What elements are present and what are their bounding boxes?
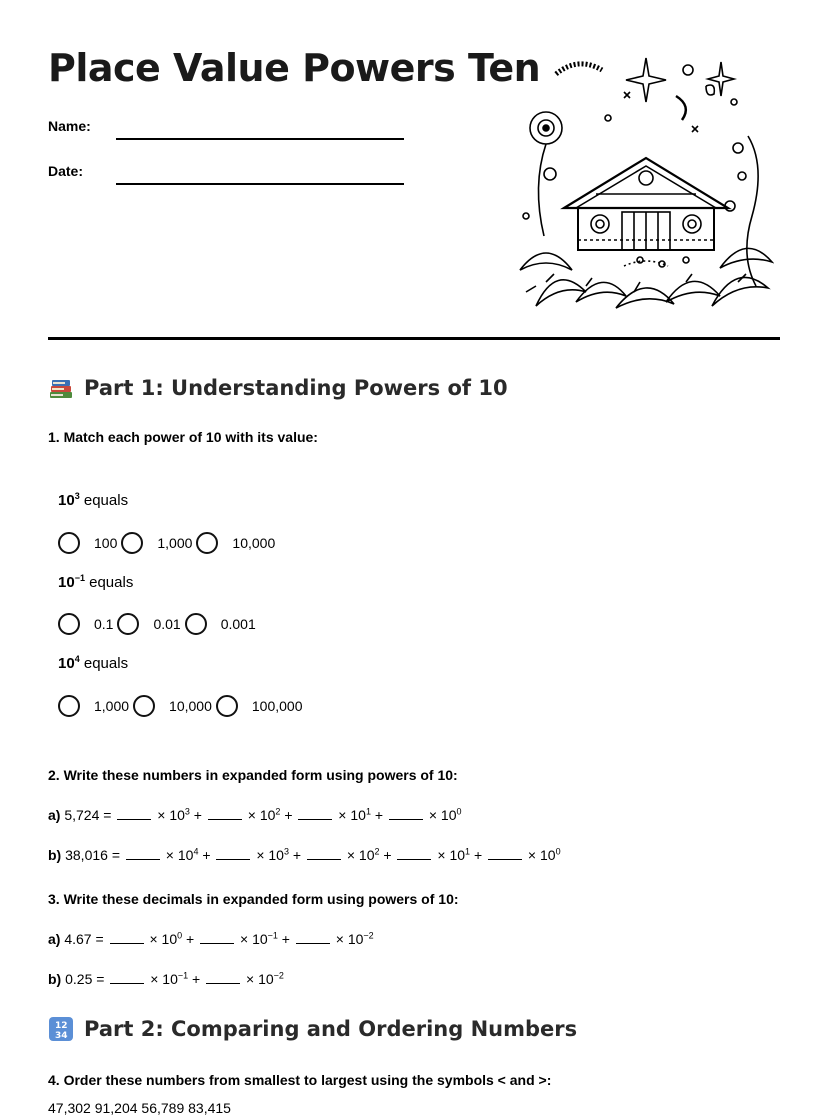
q1-item2-option-c[interactable] (185, 613, 260, 635)
exponent: 3 (184, 806, 190, 817)
option-label: 0.001 (220, 616, 256, 632)
option-label: 100,000 (251, 698, 303, 714)
answer-blank[interactable] (488, 848, 522, 860)
base-ten: 10 (358, 847, 375, 863)
exponent: 4 (193, 846, 199, 857)
q2a-line (48, 807, 462, 823)
q1-item1-option-a[interactable] (58, 532, 121, 554)
base-ten: 10 (268, 847, 284, 863)
q3a-line (48, 931, 374, 947)
answer-blank[interactable] (216, 848, 250, 860)
times-sign: × (335, 931, 344, 947)
answer-blank[interactable] (298, 808, 332, 820)
q2-prompt: 2. Write these numbers in expanded form using powers of 10: (48, 767, 458, 783)
base-ten: 10 (449, 847, 466, 863)
svg-text:34: 34 (55, 1031, 68, 1041)
exponent: 0 (456, 806, 462, 817)
exponent: −1 (267, 930, 278, 941)
q3a-label: a) (48, 931, 61, 947)
base-ten: 10 (252, 931, 268, 947)
plus-sign: + (186, 931, 195, 947)
radio-button[interactable] (58, 532, 80, 554)
answer-blank[interactable] (117, 808, 151, 820)
answer-blank[interactable] (110, 972, 144, 984)
base-ten: 10 (169, 807, 185, 823)
answer-blank[interactable] (307, 848, 341, 860)
q1-item1-option-c[interactable] (196, 532, 279, 554)
exponent: 1 (465, 846, 471, 857)
exponent: 0 (555, 846, 561, 857)
q1-item3-stem (58, 655, 128, 672)
option-label: 1,000 (94, 698, 130, 714)
option-label: 1,000 (157, 535, 193, 551)
q2b-line (48, 847, 561, 863)
times-sign: × (428, 807, 438, 823)
option-label: 0.01 (153, 616, 181, 632)
q1-item2-word: equals (89, 574, 134, 591)
radio-button[interactable] (196, 532, 218, 554)
times-sign: × (256, 847, 265, 863)
plus-sign: + (193, 807, 202, 823)
part2-heading (48, 1016, 577, 1042)
page-title: Place Value Powers Ten (48, 46, 541, 90)
q3a-number: 4.67 = (64, 931, 104, 947)
radio-button[interactable] (117, 613, 139, 635)
q1-item3-option-a[interactable] (58, 695, 133, 717)
q3-prompt: 3. Write these decimals in expanded form using powers of 10: (48, 891, 459, 907)
q1-item2-option-a[interactable] (58, 613, 117, 635)
part1-heading (48, 375, 508, 401)
q1-item3-word: equals (83, 655, 129, 672)
plus-sign: + (202, 847, 211, 863)
base-ten: 10 (177, 847, 194, 863)
base-ten: 10 (259, 807, 276, 823)
exponent: 0 (177, 930, 183, 941)
answer-blank[interactable] (206, 972, 240, 984)
q1-item3-exp: 4 (74, 654, 80, 664)
q1-item3-option-c[interactable] (216, 695, 307, 717)
plus-sign: + (383, 847, 392, 863)
base-ten: 10 (347, 931, 364, 947)
q1-item1-options (58, 532, 279, 554)
name-label: Name: (48, 118, 91, 134)
q4-numbers: 47,302 91,204 56,789 83,415 (48, 1100, 231, 1116)
exponent: 1 (365, 806, 371, 817)
q1-item2-option-b[interactable] (117, 613, 184, 635)
times-sign: × (157, 807, 166, 823)
answer-blank[interactable] (110, 932, 144, 944)
times-sign: × (338, 807, 347, 823)
header-divider (48, 337, 780, 340)
exponent: −2 (273, 970, 284, 981)
radio-button[interactable] (58, 613, 80, 635)
times-sign: × (165, 847, 174, 863)
exponent: −1 (177, 970, 189, 981)
exponent: 2 (374, 846, 380, 857)
q1-item1-base: 10 (58, 492, 75, 509)
plus-sign: + (374, 807, 384, 823)
base-ten: 10 (539, 847, 556, 863)
option-label: 10,000 (169, 698, 212, 714)
part1-heading-text: Part 1: Understanding Powers of 10 (84, 376, 508, 400)
q2b-number: 38,016 = (65, 847, 120, 863)
q3b-label: b) (48, 971, 62, 987)
base-ten: 10 (440, 807, 457, 823)
option-label: 10,000 (232, 535, 276, 551)
base-ten: 10 (258, 971, 274, 987)
answer-blank[interactable] (296, 932, 330, 944)
date-label: Date: (48, 163, 84, 179)
exponent: 2 (275, 806, 281, 817)
plus-sign: + (281, 931, 290, 947)
date-field[interactable] (116, 183, 404, 185)
q1-item3-base: 10 (58, 655, 75, 672)
answer-blank[interactable] (200, 932, 234, 944)
numbers-keycap-icon (48, 1016, 74, 1042)
exponent: 3 (283, 846, 289, 857)
name-field[interactable] (116, 138, 404, 140)
q1-item2-exp: −1 (74, 573, 85, 583)
times-sign: × (247, 807, 256, 823)
option-label: 0.1 (94, 616, 114, 632)
answer-blank[interactable] (208, 808, 242, 820)
q1-item2-options (58, 613, 260, 635)
times-sign: × (527, 847, 537, 863)
plus-sign: + (284, 807, 293, 823)
q1-item1-exp: 3 (74, 491, 80, 501)
plus-sign: + (473, 847, 483, 863)
q1-item1-stem (58, 492, 128, 509)
answer-blank[interactable] (126, 848, 160, 860)
q4-prompt: 4. Order these numbers from smallest to largest using the symbols < and >: (48, 1072, 552, 1088)
q1-item3-option-b[interactable] (133, 695, 216, 717)
answer-blank[interactable] (397, 848, 431, 860)
answer-blank[interactable] (389, 808, 423, 820)
part2-heading-text: Part 2: Comparing and Ordering Numbers (84, 1017, 578, 1041)
q1-item2-stem (58, 574, 133, 591)
base-ten: 10 (350, 807, 366, 823)
temple-garden-illustration (516, 56, 774, 314)
plus-sign: + (292, 847, 302, 863)
times-sign: × (346, 847, 356, 863)
radio-button[interactable] (133, 695, 155, 717)
radio-button[interactable] (185, 613, 207, 635)
times-sign: × (150, 971, 159, 987)
times-sign: × (149, 931, 158, 947)
q1-item1-option-b[interactable] (121, 532, 196, 554)
q2b-label: b) (48, 847, 62, 863)
q3b-number: 0.25 = (65, 971, 105, 987)
radio-button[interactable] (121, 532, 143, 554)
radio-button[interactable] (58, 695, 80, 717)
times-sign: × (239, 931, 249, 947)
q1-item3-options (58, 695, 306, 717)
plus-sign: + (192, 971, 201, 987)
q1-item1-word: equals (83, 492, 129, 509)
svg-text:12: 12 (55, 1021, 68, 1031)
exponent: −2 (363, 930, 374, 941)
option-label: 100 (94, 535, 118, 551)
books-icon (48, 375, 74, 401)
q2a-number: 5,724 = (64, 807, 112, 823)
q1-prompt: 1. Match each power of 10 with its value: (48, 429, 318, 445)
q1-item2-base: 10 (58, 574, 75, 591)
radio-button[interactable] (216, 695, 238, 717)
q2a-label: a) (48, 807, 61, 823)
q3b-line (48, 971, 284, 987)
times-sign: × (437, 847, 446, 863)
base-ten: 10 (162, 971, 178, 987)
times-sign: × (246, 971, 255, 987)
base-ten: 10 (161, 931, 178, 947)
